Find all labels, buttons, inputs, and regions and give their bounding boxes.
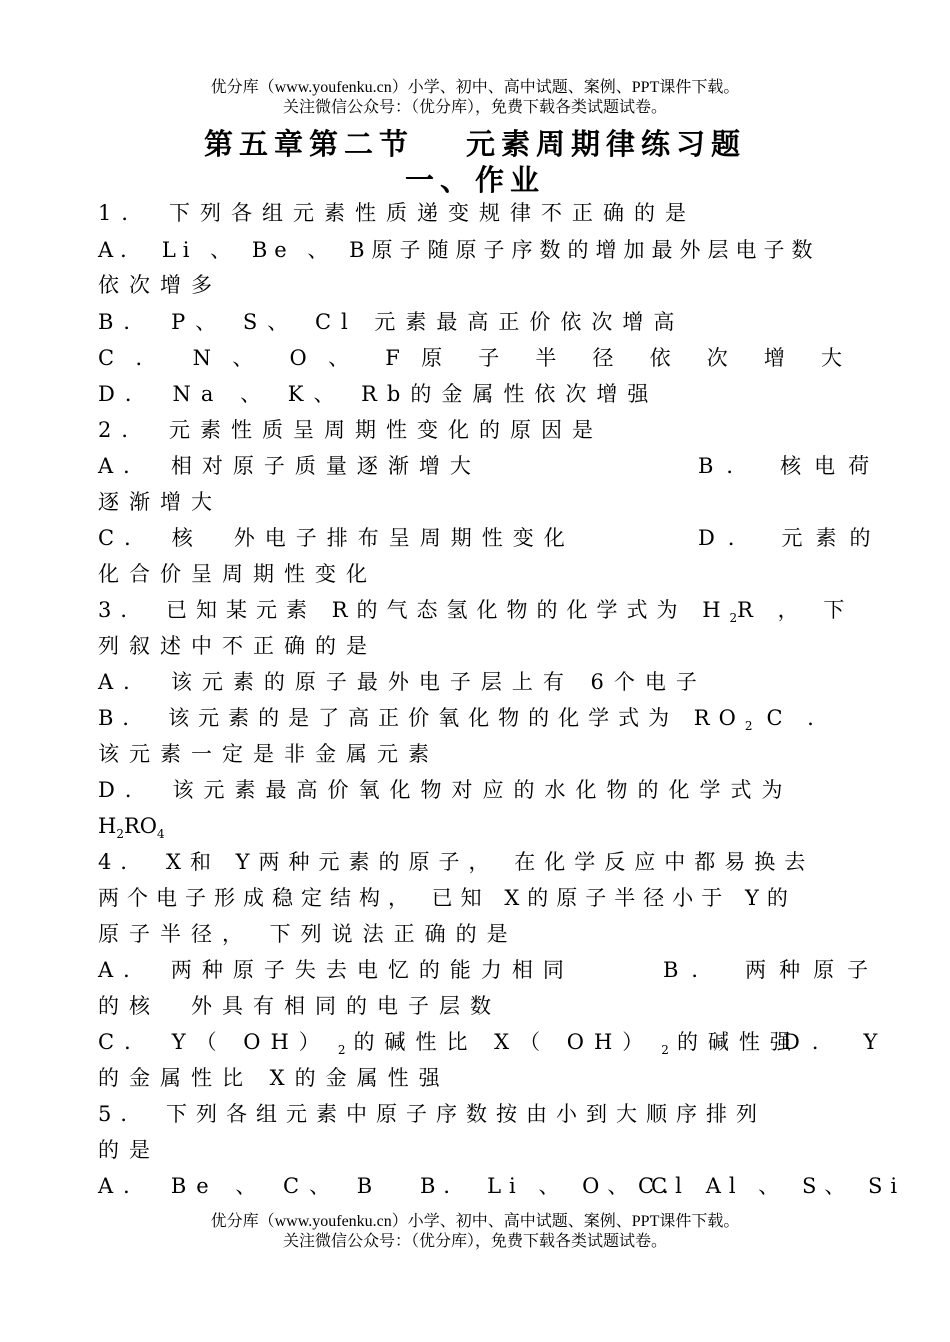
q5-option-c: C． Al 、 S、 Si	[638, 1174, 906, 1198]
topic-title: 元素周期律练习题	[466, 127, 747, 161]
q5-options	[98, 1171, 906, 1201]
q2-options-ab	[98, 451, 883, 481]
q3-option-c-label: C ．	[766, 706, 838, 730]
q2-option-c: C． 核 外电子排布呈周期性变化	[98, 526, 575, 550]
q1-option-d: D． Na 、 K、 Rb的金属性依次增强	[98, 382, 659, 406]
q1-option-a: A． Li 、 Be 、 B原子随原子序数的增加最外层电子数	[98, 238, 820, 262]
q2-option-b-cont: 逐渐增大	[98, 490, 222, 514]
q2-option-d: D． 元素的	[698, 526, 884, 550]
q4-option-c-a: C． Y（ OH）	[98, 1030, 330, 1054]
q3-option-d-cont	[98, 811, 842, 841]
q4-subscript: 2	[337, 1043, 346, 1058]
q4-option-a: A． 两种原子失去电忆的能力相同	[98, 958, 574, 982]
formula-part: H	[98, 814, 117, 838]
q3-option-d: D． 该元素最高价氧化物对应的水化物的化学式为	[98, 778, 793, 802]
q4-options-cd	[98, 1027, 890, 1058]
q4-subscript: 2	[661, 1043, 669, 1058]
header-line-1: 优分库（www.youfenku.cn）小学、初中、高中试题、案例、PPT课件下载。	[210, 79, 740, 96]
q5-option-a: A． Be 、 C、 B	[98, 1174, 383, 1198]
q2-option-d-cont: 化合价呈周期性变化	[98, 562, 377, 586]
question-3	[98, 595, 854, 626]
q3-text-pre: 3． 已知某元素 R的气态氢化物的化学式为 H	[98, 598, 730, 622]
q3-option-b	[98, 703, 842, 733]
q2-option-a: A． 相对原子质量逐渐增大	[98, 454, 481, 478]
q4-option-d: D． Y	[783, 1030, 890, 1054]
q1-option-b: B． P、 S、 Cl 元素最高正价依次增高	[98, 310, 685, 334]
q2-option-b: B． 核电荷	[698, 454, 883, 478]
formula-subscript: 2	[116, 827, 124, 842]
question-5-cont: 的是	[98, 1138, 160, 1162]
header-line-2: 关注微信公众号：（优分库），免费下载各类试题试卷。	[282, 99, 667, 116]
q3-option-c: 该元素一定是非金属元素	[98, 742, 439, 766]
q3-subscript: 2	[729, 611, 738, 626]
q3-option-b-text: B． 该元素的是了高正价氧化物的化学式为 RO	[98, 706, 745, 730]
q5-option-b: B． Li 、 O、 Cl	[420, 1174, 690, 1198]
q4-options-ab	[98, 955, 882, 985]
q2-options-cd	[98, 523, 884, 553]
formula-subscript: 4	[157, 827, 165, 842]
q1-option-a-cont: 依次增多	[98, 273, 222, 297]
q4-option-b-cont: 的核 外具有相同的电子层数	[98, 994, 501, 1018]
question-4: 4． X和 Y两种元素的原子， 在化学反应中都易换去	[98, 850, 815, 874]
page-title	[0, 124, 950, 164]
q4-option-d-cont: 的金属性比 X的金属性强	[98, 1066, 450, 1090]
q3-option-a: A． 该元素的原子最外电子层上有 6个电子	[98, 670, 707, 694]
q4-option-b: B． 两种原子	[663, 958, 882, 982]
q1-option-c: C ． N 、 O 、 F 原 子 半 径 依 次 增 大	[98, 346, 842, 370]
footer-line-1: 优分库（www.youfenku.cn）小学、初中、高中试题、案例、PPT课件下载。	[210, 1213, 740, 1230]
question-2: 2． 元素性质呈周期性变化的原因是	[98, 418, 604, 442]
q4-option-c-c: 的碱性强	[676, 1030, 801, 1054]
chapter-title: 第五章第二节	[203, 127, 414, 161]
question-4-cont-2: 原子半径， 下列说法正确的是	[98, 922, 518, 946]
question-4-cont-1: 两个电子形成稳定结构， 已知 X的原子半径小于 Y的	[98, 886, 796, 910]
section-title: 一、作业	[404, 163, 545, 197]
question-3-cont: 列叙述中不正确的是	[98, 634, 377, 658]
formula-part: RO	[123, 814, 157, 838]
q3-text-post: R ， 下	[737, 598, 854, 622]
q3-option-b-subscript: 2	[744, 719, 753, 734]
q4-option-c-b: 的碱性比 X（ OH）	[353, 1030, 654, 1054]
question-5: 5． 下列各组元素中原子序数按由小到大顺序排列	[98, 1102, 767, 1126]
question-1: 1． 下列各组元素性质递变规律不正确的是	[98, 201, 697, 225]
footer-line-2: 关注微信公众号：（优分库），免费下载各类试题试卷。	[282, 1233, 667, 1250]
